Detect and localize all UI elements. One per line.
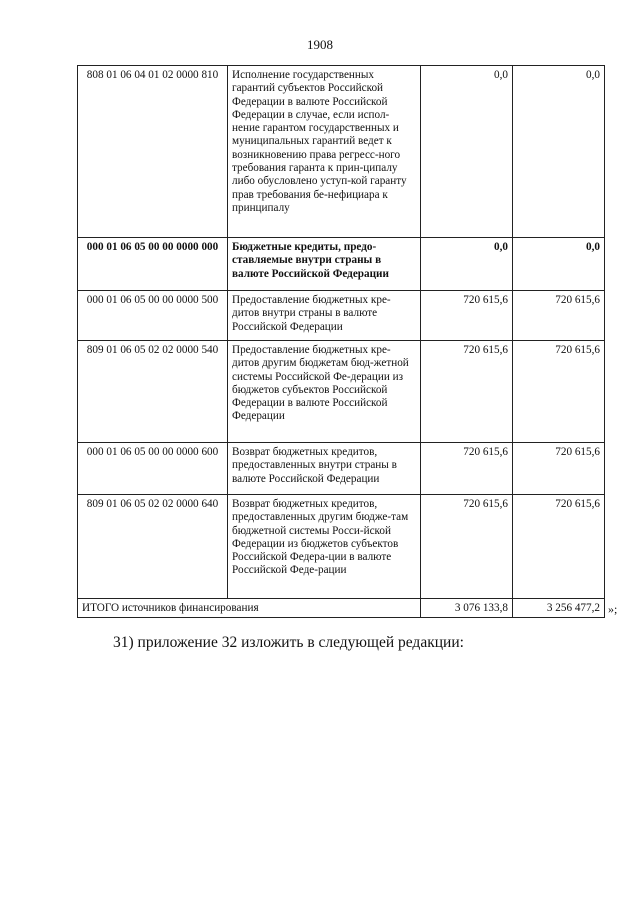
table-row bbox=[78, 238, 605, 291]
page-number: 1908 bbox=[307, 37, 333, 52]
total-row bbox=[78, 599, 605, 618]
year1-amount-cell: 0,0 bbox=[421, 238, 513, 291]
table-row bbox=[78, 291, 605, 341]
row-name-cell: Бюджетные кредиты, предо-ставляемые внутри страны в валюте Российской Федерации bbox=[228, 238, 421, 291]
year2-amount-cell: 720 615,6 bbox=[513, 291, 605, 341]
table-row bbox=[78, 66, 605, 238]
budget-code-cell: 000 01 06 05 00 00 0000 000 bbox=[78, 238, 228, 291]
closing-quote-mark: »; bbox=[608, 602, 618, 616]
budget-code-cell: 000 01 06 05 00 00 0000 500 bbox=[78, 291, 228, 341]
row-name-cell: Исполнение государственных гарантий субъектов Российской Федерации в валюте Российской Федерации в случае, если испол-нение гарантом государственных и муниципальных гарантий ведет к возникновению права регресс-ного требования гаранта к прин-ципалу либо обусловлено уступ-кой гаранту прав требования бе-нефициара к принципалу bbox=[228, 66, 421, 238]
amendment-paragraph: 31) приложение 32 изложить в следующей редакции: bbox=[113, 634, 464, 651]
year2-amount-cell: 0,0 bbox=[513, 66, 605, 238]
year1-amount-cell: 720 615,6 bbox=[421, 341, 513, 443]
table-row bbox=[78, 443, 605, 495]
budget-code-cell: 000 01 06 05 00 00 0000 600 bbox=[78, 443, 228, 495]
year1-amount-cell: 720 615,6 bbox=[421, 495, 513, 599]
year1-amount-cell: 720 615,6 bbox=[421, 291, 513, 341]
row-name-cell: Предоставление бюджетных кре-дитов другим бюджетам бюд-жетной системы Российской Фе-дерации из бюджетов субъектов Российской Федерации в валюте Российской Федерации bbox=[228, 341, 421, 443]
total-label: ИТОГО источников финансирования bbox=[78, 599, 421, 618]
year1-amount-cell: 0,0 bbox=[421, 66, 513, 238]
row-name-cell: Предоставление бюджетных кре-дитов внутри страны в валюте Российской Федерации bbox=[228, 291, 421, 341]
row-name-cell: Возврат бюджетных кредитов, предоставленных другим бюдже-там бюджетной системы Росси-йской Федерации из бюджетов субъектов Российской Федера-ции в валюте Российской Феде-рации bbox=[228, 495, 421, 599]
financing-sources-table bbox=[77, 65, 605, 618]
total-year2: 3 256 477,2 bbox=[513, 599, 605, 618]
budget-code-cell: 808 01 06 04 01 02 0000 810 bbox=[78, 66, 228, 238]
table-row bbox=[78, 495, 605, 599]
table-row bbox=[78, 341, 605, 443]
budget-code-cell: 809 01 06 05 02 02 0000 640 bbox=[78, 495, 228, 599]
year1-amount-cell: 720 615,6 bbox=[421, 443, 513, 495]
year2-amount-cell: 720 615,6 bbox=[513, 495, 605, 599]
budget-code-cell: 809 01 06 05 02 02 0000 540 bbox=[78, 341, 228, 443]
total-year1: 3 076 133,8 bbox=[421, 599, 513, 618]
year2-amount-cell: 720 615,6 bbox=[513, 443, 605, 495]
year2-amount-cell: 0,0 bbox=[513, 238, 605, 291]
row-name-cell: Возврат бюджетных кредитов, предоставленных внутри страны в валюте Российской Федерации bbox=[228, 443, 421, 495]
year2-amount-cell: 720 615,6 bbox=[513, 341, 605, 443]
